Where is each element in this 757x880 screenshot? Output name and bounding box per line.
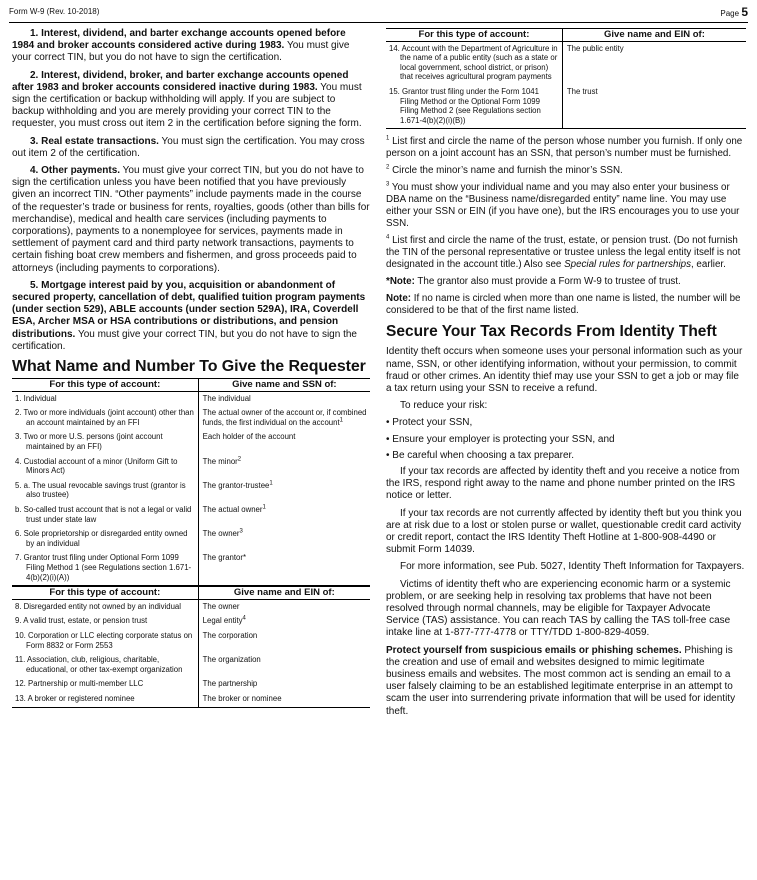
account-type-cell: 13. A broker or registered nominee	[12, 692, 198, 707]
phishing-paragraph: Protect yourself from suspicious emails or phishing schemes. Phishing is the creation and use of email and websites designed to mimic legitimate business emails and websites. The most common act is sending an email to a user falsely claiming to be an established legitimate enterprise in an attempt to scam the user into surrendering private information that will be used for identity theft.	[386, 644, 736, 717]
footnote-4: $^4$ List first and circle the name of the trust, estate, or pension trust. (Do not furnish the TIN of the personal representative or trustee unless the legal entity itself is not designated in the account title.) Also see Special rules for partnerships, earlier.	[386, 235, 741, 271]
right-column	[386, 28, 746, 723]
ein-right-col1-header: For this type of account:	[386, 29, 562, 42]
account-type-cell: 15. Grantor trust filing under the Form 1041 Filing Method or the Optional Form 1099 Filing Method 2 (see Regulations section 1.671-4(b)(2)(i)(B))	[386, 85, 562, 129]
footnote-3: $^3$ You must show your individual name and you may also enter your business or DBA name on the “Business name/disregarded entity” name line. You may use either your SSN or EIN (if you have one), but the IRS encourages you to use your SSN.	[386, 182, 740, 230]
give-name-cell: The trust	[562, 85, 746, 129]
table-row	[12, 430, 370, 454]
item-2: 2. Interest, dividend, broker, and barter exchange accounts opened after 1983 and broker accounts considered inactive during 1983. You must sign the certification or backup withholding will apply. If you are subject to backup withholding and you are merely providing your correct TIN to the requester, you must cross out item 2 in the certification before signing the form.	[12, 69, 362, 130]
ein-col1-header: For this type of account:	[12, 586, 198, 599]
table-row	[12, 599, 370, 614]
header-rule	[9, 22, 748, 23]
ssn-col2-header: Give name and SSN of:	[198, 379, 370, 392]
give-name-cell: The public entity	[566, 43, 624, 53]
account-type-cell: 2. Two or more individuals (joint account) other than an account maintained by an FFI	[12, 406, 198, 430]
risk-bullet: • Protect your SSN,	[386, 417, 473, 429]
account-type-cell: 5. a. The usual revocable savings trust (grantor is also trustee)	[12, 479, 198, 503]
table-row	[12, 479, 370, 503]
account-type-cell: 7. Grantor trust filing under Optional Form 1099 Filing Method 1 (see Regulations section 1.671-4(b)(2)(i)(A))	[12, 551, 198, 586]
account-type-cell: 10. Corporation or LLC electing corporate status on Form 8832 or Form 2553	[12, 629, 198, 653]
account-type-cell: 6. Sole proprietorship or disregarded entity owned by an individual	[12, 527, 198, 551]
account-type-cell: 12. Partnership or multi-member LLC	[12, 677, 198, 692]
account-type-cell: 14. Account with the Department of Agriculture in the name of a public entity (such as a state or local government, school district, or prison) that receives agricultural program payments	[386, 41, 562, 85]
give-name-cell: The owner$^3$	[202, 528, 243, 539]
table-row	[386, 85, 746, 129]
table-row	[12, 391, 370, 406]
table-row	[12, 503, 370, 527]
name-number-table	[12, 378, 370, 707]
give-name-cell: The organization	[202, 655, 261, 665]
left-column	[12, 28, 370, 708]
item-3: 3. Real estate transactions. You must sign the certification. You may cross out item 2 of the certification.	[12, 135, 365, 159]
table-row	[12, 677, 370, 692]
pub-5027-paragraph: For more information, see Pub. 5027, Identity Theft Information for Taxpayers.	[400, 561, 745, 573]
table-row	[12, 527, 370, 551]
ein-right-col2-header: Give name and EIN of:	[562, 29, 746, 42]
ssn-col1-header: For this type of account:	[12, 379, 198, 392]
page-header	[9, 5, 748, 19]
form-id: Form W-9 (Rev. 10-2018)	[9, 7, 100, 16]
ein-header-row	[12, 586, 370, 599]
footnote-2: $^2$ Circle the minor’s name and furnish the minor’s SSN.	[386, 165, 623, 177]
circled-name-note: Note: If no name is circled when more than one name is listed, the number will be considered to be that of the first name listed.	[386, 293, 741, 317]
account-type-cell: 1. Individual	[12, 391, 198, 406]
table-row	[12, 692, 370, 707]
hotline-paragraph: If your tax records are not currently affected by identity theft but you think you are at risk due to a lost or stolen purse or wallet, questionable credit card activity or credit report, contact the IRS Identity Theft Hotline at 1-800-908-4490 or submit Form 14039.	[386, 507, 742, 556]
footnote-1: $^1$ List first and circle the name of the person whose number you furnish. If only one person on a joint account has an SSN, that person’s number must be furnished.	[386, 136, 743, 160]
account-type-cell: 3. Two or more U.S. persons (joint account maintained by an FFI)	[12, 430, 198, 454]
ein-right-table-body	[386, 41, 746, 129]
account-type-cell: b. So-called trust account that is not a legal or valid trust under state law	[12, 503, 198, 527]
give-name-cell: Each holder of the account	[202, 432, 296, 442]
table-row	[12, 629, 370, 653]
risk-bullet: • Be careful when choosing a tax preparer.	[386, 449, 575, 461]
give-name-cell: The broker or nominee	[198, 692, 370, 707]
ein-table-body	[12, 599, 370, 707]
account-type-cell: 4. Custodial account of a minor (Uniform Gift to Minors Act)	[12, 455, 198, 479]
give-name-cell: The individual	[202, 393, 251, 403]
risk-bullet: • Ensure your employer is protecting your SSN, and	[386, 433, 615, 445]
section-title: What Name and Number To Give the Requester	[12, 358, 366, 376]
reduce-risk-label: To reduce your risk:	[400, 400, 488, 412]
give-name-cell: The actual owner of the account or, if combined funds, the first individual on the account$^1$	[202, 408, 367, 427]
ssn-header-row	[12, 379, 370, 392]
ssn-table-body	[12, 391, 370, 586]
risk-bullet-list	[386, 417, 746, 462]
ein-right-header-row	[386, 29, 746, 42]
table-row	[12, 653, 370, 677]
table-row	[12, 614, 370, 629]
grantor-note: *Note: The grantor also must provide a Form W-9 to trustee of trust.	[386, 276, 681, 288]
page-number: Page 5	[720, 5, 748, 19]
account-type-cell: 11. Association, club, religious, charitable, educational, or other tax-exempt organization	[12, 653, 198, 677]
table-row	[12, 406, 370, 430]
ein-table-continued	[386, 28, 746, 129]
item-4: 4. Other payments. You must give your correct TIN, but you do not have to sign the certification unless you have been notified that you have previously given an incorrect TIN. “Other payments” include payments made in the course of the requester’s trade or business for rents, royalties, goods (other than bills for merchandise), medical and health care services (including payments to corporations), payments to a nonemployee for services, payments made in settlement of payment card and third party network transactions, payments to certain fishing boat crew members and fishermen, and gross proceeds paid to attorneys (including payments to corporations).	[12, 165, 370, 274]
ein-col2-header: Give name and EIN of:	[198, 586, 370, 599]
account-type-cell: 8. Disregarded entity not owned by an individual	[12, 599, 198, 614]
give-name-cell: The owner	[202, 601, 240, 611]
tas-paragraph: Victims of identity theft who are experiencing economic harm or a systemic problem, or are seeking help in resolving tax problems that have not been resolved through normal channels, may be eligible for Taxpayer Advocate Service (TAS) assistance. You can reach TAS by calling the TAS toll-free case intake line at 1-877-777-4778 or TTY/TDD 1-800-829-4059.	[386, 578, 731, 639]
identity-theft-intro: Identity theft occurs when someone uses your personal information such as your name, SSN, or other identifying information, without your permission, to commit fraud or other crimes. An identity thief may use your SSN to get a job or may file a tax return using your SSN to receive a refund.	[386, 346, 743, 394]
table-row	[12, 455, 370, 479]
item-5: 5. Mortgage interest paid by you, acquisition or abandonment of secured property, cancellation of debt, qualified tuition program payments (under section 529), ABLE accounts (under section 529A), IRA, Coverdell ESA, Archer MSA or HSA contributions or distributions, and pension distributions. You must give your correct TIN, but you do not have to sign the certification.	[12, 279, 366, 352]
give-name-cell: The actual owner$^1$	[202, 504, 266, 515]
identity-theft-title: Secure Your Tax Records From Identity Theft	[386, 323, 717, 341]
table-row	[386, 41, 746, 85]
item-1: 1. Interest, dividend, and barter exchange accounts opened before 1984 and broker accounts considered active during 1983. You must give your correct TIN, but you do not have to sign the certification.	[12, 28, 350, 64]
account-type-cell: 9. A valid trust, estate, or pension trust	[12, 614, 198, 629]
irs-notice-paragraph: If your tax records are affected by identity theft and you receive a notice from the IRS, respond right away to the name and phone number printed on the IRS notice or letter.	[386, 465, 740, 502]
table-row	[12, 551, 370, 586]
give-name-cell: The grantor*	[202, 553, 246, 563]
give-name-cell: The grantor-trustee$^1$	[202, 480, 273, 490]
give-name-cell: The minor$^2$	[202, 456, 242, 466]
give-name-cell: The partnership	[202, 679, 258, 689]
give-name-cell: Legal entity$^4$	[202, 615, 246, 626]
give-name-cell: The corporation	[202, 630, 258, 640]
